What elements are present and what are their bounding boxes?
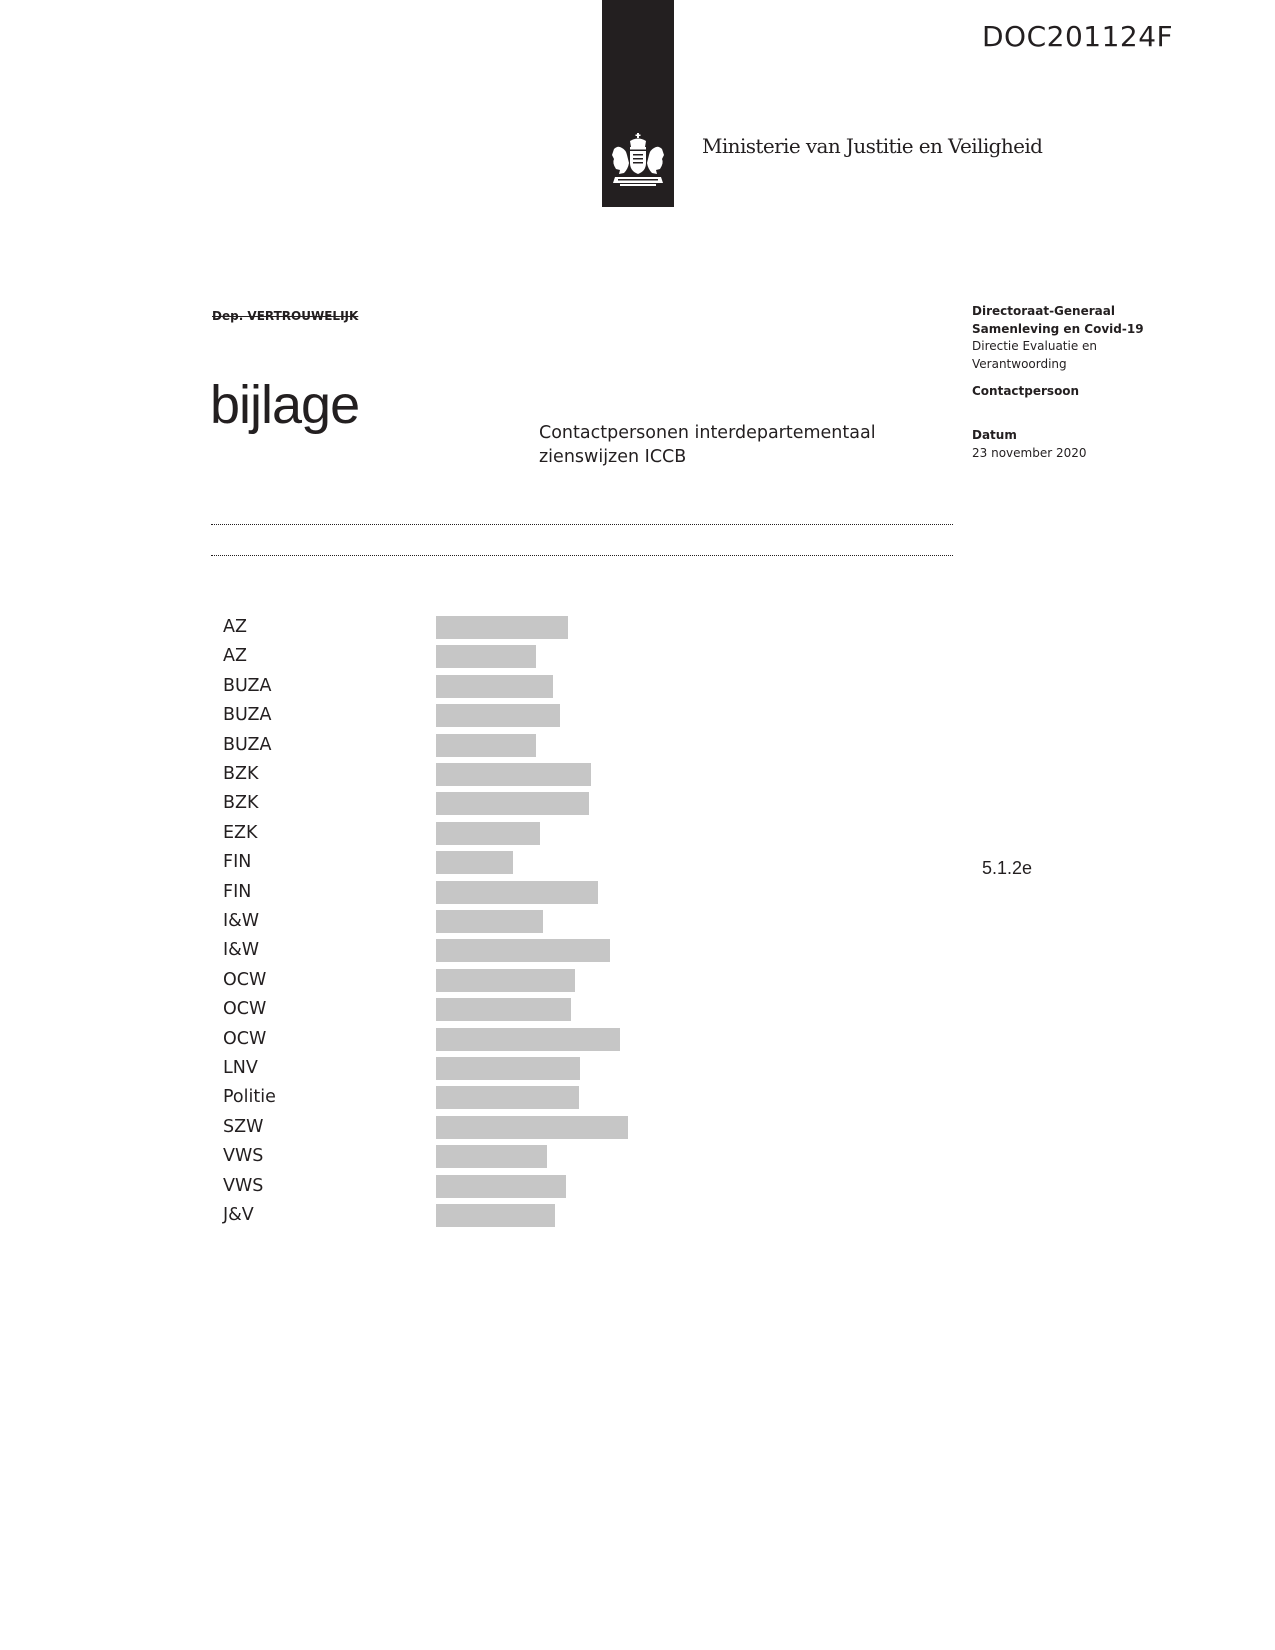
contact-department: OCW [223,1028,267,1049]
date-block [972,427,1087,462]
document-type-title: bijlage [210,375,360,435]
redacted-name-block [436,881,598,904]
redacted-name-block [436,792,589,815]
subject [539,421,919,469]
contact-department: VWS [223,1175,264,1196]
redacted-name-block [436,1145,547,1168]
contact-department: BUZA [223,675,272,696]
org-department-name: Verantwoording [972,356,1067,371]
redacted-name-block [436,910,543,933]
contact-department: LNV [223,1058,258,1078]
contact-department: J&V [223,1205,254,1225]
contact-department: OCW [223,999,267,1020]
royal-coat-of-arms-icon [610,133,666,191]
sender-organisation [972,303,1144,373]
redacted-name-block [436,734,536,757]
contact-department: SZW [223,1116,264,1137]
redacted-name-block [436,851,513,874]
contact-department: AZ [223,617,247,637]
contact-department: I&W [223,911,260,931]
redacted-name-block [436,616,568,639]
contact-department: VWS [223,1146,264,1167]
contact-department: Politie [223,1087,276,1108]
contact-person-label: Contactpersoon [972,384,1080,398]
redacted-name-block [436,998,571,1021]
redaction-reference: 5.1.2e [982,858,1033,878]
redacted-name-block [436,1116,628,1139]
contact-department: BZK [223,793,259,814]
contact-department: FIN [223,852,252,873]
document-id: DOC201124F [982,20,1174,53]
subject-line-1: Contactpersonen interdepartementaal [539,423,876,443]
subject-line-2: zienswijzen ICCB [539,447,687,467]
redacted-name-block [436,969,575,992]
contact-department: BUZA [223,734,272,755]
org-directorate: Directoraat-Generaal [972,304,1115,318]
divider-line [211,555,953,556]
redacted-name-block [436,675,553,698]
classification-label: Dep. VERTROUWELIJK [212,309,359,323]
redacted-name-block [436,1057,580,1080]
divider-line [211,524,953,525]
redacted-name-block [436,645,536,668]
contact-department: EZK [223,822,258,843]
contact-department: OCW [223,969,267,990]
ministry-name: Ministerie van Justitie en Veiligheid [702,134,1043,158]
redacted-name-block [436,763,591,786]
date-label: Datum [972,428,1017,442]
org-directorate-name: Samenleving en Covid-19 [972,321,1144,336]
redacted-name-block [436,1028,620,1051]
contact-department: FIN [223,881,252,902]
org-department: Directie Evaluatie en [972,339,1098,353]
contact-department: I&W [223,940,260,961]
contact-department: BUZA [223,705,272,726]
contact-department: BZK [223,764,259,784]
redacted-name-block [436,1086,579,1109]
redacted-name-block [436,1175,566,1198]
date-value: 23 november 2020 [972,445,1087,460]
redacted-name-block [436,939,610,962]
redacted-name-block [436,1204,555,1227]
logo-bar [602,0,674,207]
redacted-name-block [436,822,540,845]
redacted-name-block [436,704,560,727]
contact-department: AZ [223,646,247,667]
